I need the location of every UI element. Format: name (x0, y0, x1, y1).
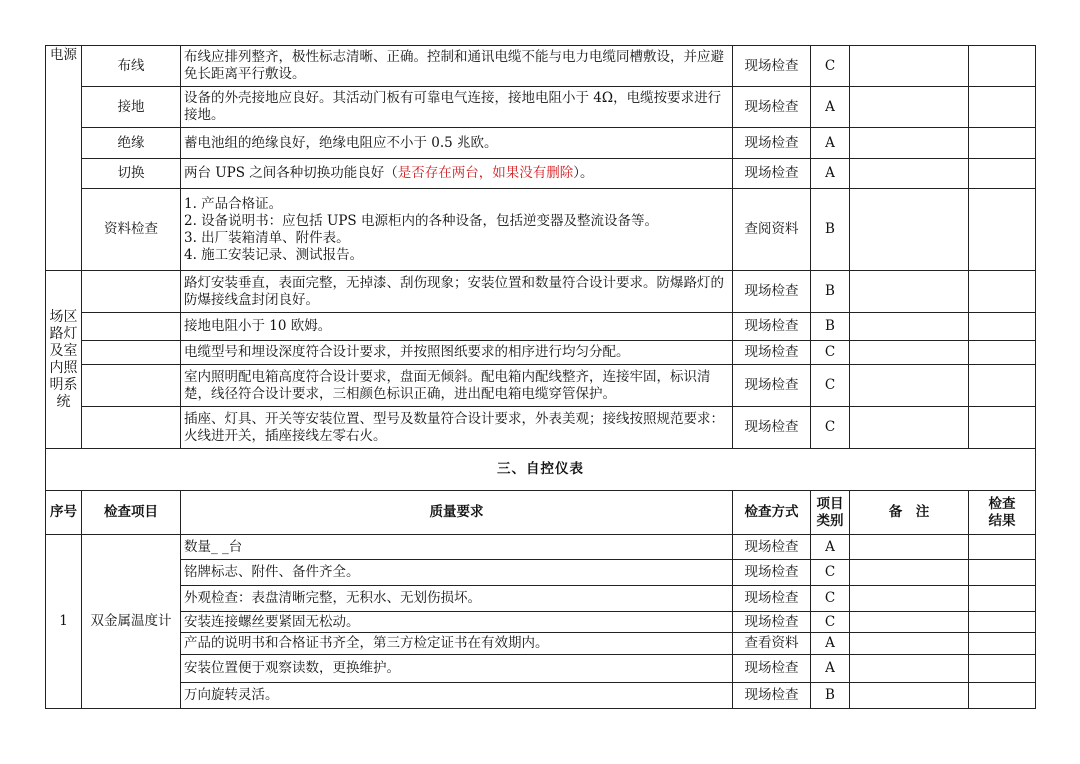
table-row (46, 535, 1036, 560)
method-cell: 现场检查 (733, 683, 811, 709)
result-cell (969, 365, 1036, 407)
header-result: 检查 结果 (969, 491, 1036, 535)
result-cell (969, 612, 1036, 633)
method-cell: 现场检查 (733, 159, 811, 189)
requirement-cell: 外观检查：表盘清晰完整，无积水、无划伤损坏。 (181, 586, 733, 612)
item-cell: 接地 (82, 87, 181, 128)
table-row (46, 128, 1036, 159)
grade-cell: B (811, 271, 850, 313)
requirement-text: 两台 UPS 之间各种切换功能良好（ (184, 165, 398, 181)
requirement-cell: 接地电阻小于 10 欧姆。 (181, 313, 733, 341)
grade-cell: C (811, 365, 850, 407)
item-cell: 布线 (82, 46, 181, 87)
table-row (46, 313, 1036, 341)
grade-cell: C (811, 612, 850, 633)
method-cell: 现场检查 (733, 586, 811, 612)
remark-cell (850, 560, 969, 586)
method-cell: 现场检查 (733, 271, 811, 313)
method-cell: 现场检查 (733, 612, 811, 633)
section-title: 三、自控仪表 (46, 449, 1036, 491)
method-cell: 现场检查 (733, 407, 811, 449)
method-cell: 现场检查 (733, 535, 811, 560)
table-row (46, 189, 1036, 271)
method-cell: 查看资料 (733, 633, 811, 655)
table-row (46, 341, 1036, 365)
item-cell (82, 313, 181, 341)
item-cell: 资料检查 (82, 189, 181, 271)
grade-cell: A (811, 633, 850, 655)
item-cell: 切换 (82, 159, 181, 189)
result-cell (969, 159, 1036, 189)
result-cell (969, 341, 1036, 365)
grade-cell: C (811, 341, 850, 365)
requirement-cell: 路灯安装垂直，表面完整，无掉漆、刮伤现象；安装位置和数量符合设计要求。防爆路灯的防爆接线盒封闭良好。 (181, 271, 733, 313)
result-cell (969, 46, 1036, 87)
requirement-cell (181, 189, 733, 271)
result-cell (969, 271, 1036, 313)
remark-cell (850, 407, 969, 449)
header-remark: 备 注 (850, 491, 969, 535)
table-row (46, 633, 1036, 655)
method-cell: 现场检查 (733, 313, 811, 341)
header-method: 检查方式 (733, 491, 811, 535)
result-cell (969, 313, 1036, 341)
table-row (46, 586, 1036, 612)
item-cell (82, 271, 181, 313)
remark-cell (850, 159, 969, 189)
requirement-line: 1. 产品合格证。 (184, 195, 283, 212)
item-cell (82, 407, 181, 449)
item-cell (82, 365, 181, 407)
section-title-row (46, 449, 1036, 491)
remark-cell (850, 189, 969, 271)
item-cell: 绝缘 (82, 128, 181, 159)
result-cell (969, 586, 1036, 612)
requirement-cell: 安装连接螺丝要紧固无松动。 (181, 612, 733, 633)
result-cell (969, 535, 1036, 560)
header-item: 检查项目 (82, 491, 181, 535)
requirement-cell: 蓄电池组的绝缘良好，绝缘电阻应不小于 0.5 兆欧。 (181, 128, 733, 159)
result-cell (969, 683, 1036, 709)
result-cell (969, 407, 1036, 449)
grade-cell: C (811, 407, 850, 449)
grade-cell: A (811, 655, 850, 683)
remark-cell (850, 683, 969, 709)
requirement-cell: 电缆型号和埋设深度符合设计要求，并按照图纸要求的相序进行均匀分配。 (181, 341, 733, 365)
requirement-cell: 设备的外壳接地应良好。其活动门板有可靠电气连接，接地电阻小于 4Ω，电缆按要求进行接地。 (181, 87, 733, 128)
grade-cell: C (811, 560, 850, 586)
table-row (46, 683, 1036, 709)
result-cell (969, 655, 1036, 683)
grade-cell: A (811, 87, 850, 128)
table-row (46, 159, 1036, 189)
header-requirement: 质量要求 (181, 491, 733, 535)
requirement-cell (181, 159, 733, 189)
grade-cell: C (811, 586, 850, 612)
remark-cell (850, 46, 969, 87)
remark-cell (850, 586, 969, 612)
table-row (46, 87, 1036, 128)
header-grade: 项目 类别 (811, 491, 850, 535)
table-row (46, 655, 1036, 683)
inspection-table (45, 45, 1036, 709)
grade-cell: A (811, 159, 850, 189)
table-row (46, 271, 1036, 313)
remark-cell (850, 87, 969, 128)
remark-cell (850, 633, 969, 655)
method-cell: 查阅资料 (733, 189, 811, 271)
method-cell: 现场检查 (733, 365, 811, 407)
remark-cell (850, 655, 969, 683)
remark-cell (850, 271, 969, 313)
result-cell (969, 560, 1036, 586)
method-cell: 现场检查 (733, 128, 811, 159)
seq-cell: 1 (46, 535, 82, 709)
table-row (46, 46, 1036, 87)
requirement-cell: 万向旋转灵活。 (181, 683, 733, 709)
editor-note: 是否存在两台，如果没有删除 (397, 165, 574, 181)
method-cell: 现场检查 (733, 560, 811, 586)
method-cell: 现场检查 (733, 655, 811, 683)
method-cell: 现场检查 (733, 341, 811, 365)
category-lighting: 场区路灯及室内照明系统 (46, 271, 82, 449)
grade-cell: A (811, 128, 850, 159)
table-row (46, 407, 1036, 449)
requirement-cell: 室内照明配电箱高度符合设计要求，盘面无倾斜。配电箱内配线整齐，连接牢固，标识清楚，线径符合设计要求，三相颜色标识正确，进出配电箱电缆穿管保护。 (181, 365, 733, 407)
remark-cell (850, 365, 969, 407)
requirement-line: 4. 施工安装记录、测试报告。 (184, 246, 364, 263)
remark-cell (850, 128, 969, 159)
grade-cell: A (811, 535, 850, 560)
grade-cell: B (811, 189, 850, 271)
method-cell: 现场检查 (733, 46, 811, 87)
header-seq: 序号 (46, 491, 82, 535)
item-cell: 双金属温度计 (82, 535, 181, 709)
remark-cell (850, 313, 969, 341)
result-cell (969, 87, 1036, 128)
requirement-text: ）。 (573, 165, 594, 181)
table-row (46, 612, 1036, 633)
remark-cell (850, 535, 969, 560)
table-row (46, 560, 1036, 586)
item-cell (82, 341, 181, 365)
requirement-cell: 铭牌标志、附件、备件齐全。 (181, 560, 733, 586)
requirement-cell: 插座、灯具、开关等安装位置、型号及数量符合设计要求，外表美观；接线按照规范要求：火线进开关，插座接线左零右火。 (181, 407, 733, 449)
header-row (46, 491, 1036, 535)
grade-cell: C (811, 46, 850, 87)
table-row (46, 365, 1036, 407)
remark-cell (850, 612, 969, 633)
requirement-line: 3. 出厂装箱清单、附件表。 (184, 229, 350, 246)
result-cell (969, 128, 1036, 159)
requirement-cell: 数量_ _台 (181, 535, 733, 560)
requirement-cell: 安装位置便于观察读数，更换维护。 (181, 655, 733, 683)
result-cell (969, 189, 1036, 271)
remark-cell (850, 341, 969, 365)
requirement-cell: 布线应排列整齐，极性标志清晰、正确。控制和通讯电缆不能与电力电缆同槽敷设，并应避免长距离平行敷设。 (181, 46, 733, 87)
grade-cell: B (811, 683, 850, 709)
requirement-line: 2. 设备说明书：应包括 UPS 电源柜内的各种设备，包括逆变器及整流设备等。 (184, 212, 658, 229)
category-power: 电源 (46, 46, 82, 271)
method-cell: 现场检查 (733, 87, 811, 128)
grade-cell: B (811, 313, 850, 341)
requirement-cell: 产品的说明书和合格证书齐全，第三方检定证书在有效期内。 (181, 633, 733, 655)
result-cell (969, 633, 1036, 655)
